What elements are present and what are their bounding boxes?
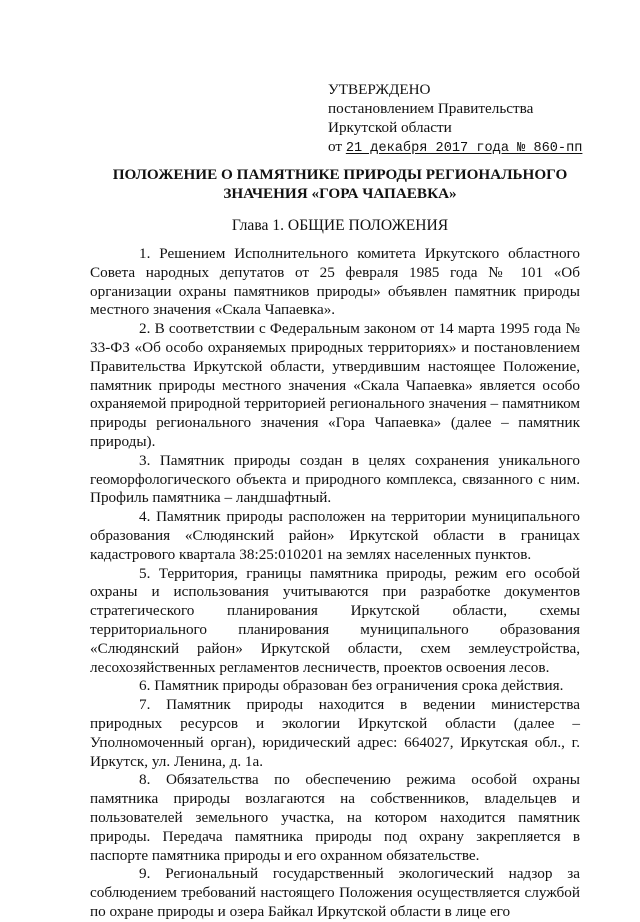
approval-date-line xyxy=(328,137,628,158)
approval-decree-line: постановлением Правительства xyxy=(328,100,534,117)
approval-stamp xyxy=(328,80,628,158)
document-title-line2: ЗНАЧЕНИЯ «ГОРА ЧАПАЕВКА» xyxy=(223,185,457,202)
approval-region-line: Иркутской области xyxy=(328,119,452,136)
approval-date-number: 21 декабря 2017 года № 860-пп xyxy=(345,141,583,156)
paragraph-7: 7. Памятник природы находится в ведении министерства природных ресурсов и экологии Иркутской области (далее – Уполномоченный орган), юридический адрес: 664027, Иркутская обл., г. Иркутск, ул. Ленина, д. 1а. xyxy=(90,696,580,770)
paragraph-8: 8. Обязательства по обеспечению режима особой охраны памятника природы возлагаются на собственников, владельцев и пользователей земельного участка, на котором находится памятник природы. Передача памятника природы под охрану закрепляется в паспорте памятника природы и его охранном обязательстве. xyxy=(90,771,580,864)
paragraph-3: 3. Памятник природы создан в целях сохранения уникального геоморфологического объекта и природного комплекса, связанного с ним. Профиль памятника – ландшафтный. xyxy=(90,451,580,507)
paragraph-6: 6. Памятник природы образован без ограничения срока действия. xyxy=(139,677,564,695)
paragraph-1: 1. Решением Исполнительного комитета Иркутского областного Совета народных депутатов от 25 февраля 1985 года № 101 «Об организации охраны памятников природы» объявлен памятник природы местного значения «Скала Чапаевка». xyxy=(90,245,580,319)
document-body xyxy=(90,245,580,922)
document-title-line1: ПОЛОЖЕНИЕ О ПАМЯТНИКЕ ПРИРОДЫ РЕГИОНАЛЬНОГО xyxy=(112,166,568,183)
paragraph-4: 4. Памятник природы расположен на территории муниципального образования «Слюдянский район» Иркутской области в границах кадастрового квартала 38:25:010201 на землях населенных пунктов. xyxy=(90,508,580,563)
approval-heading: УТВЕРЖДЕНО xyxy=(328,81,431,98)
paragraph-9: 9. Региональный государственный экологический надзор за соблюдением требований настоящего Положения осуществляется службой по охране природы и озера Байкал Иркутской области в лице его xyxy=(90,865,580,920)
paragraph-2: 2. В соответствии с Федеральным законом от 14 марта 1995 года № 33-ФЗ «Об особо охраняемых природных территориях» и постановлением Правительства Иркутской области, утвердившим настоящее Положение, памятник природы местного значения «Скала Чапаевка» является особо охраняемой природной территорией регионального значения – памятником природы регионального значения «Гора Чапаевка» (далее – памятник природы). xyxy=(90,320,580,450)
paragraph-5: 5. Территория, границы памятника природы, режим его особой охраны и использования учитываются при разработке документов стратегического планирования Иркутской области, схемы территориального планирования муниципального образования «Слюдянский район» Иркутской области, схем землеустройства, лесохозяйственных регламентов лесничеств, проектов освоения лесов. xyxy=(90,564,580,676)
approval-date-prefix: от xyxy=(328,138,343,155)
chapter-heading: Глава 1. ОБЩИЕ ПОЛОЖЕНИЯ xyxy=(231,217,449,234)
document-title xyxy=(90,165,590,203)
